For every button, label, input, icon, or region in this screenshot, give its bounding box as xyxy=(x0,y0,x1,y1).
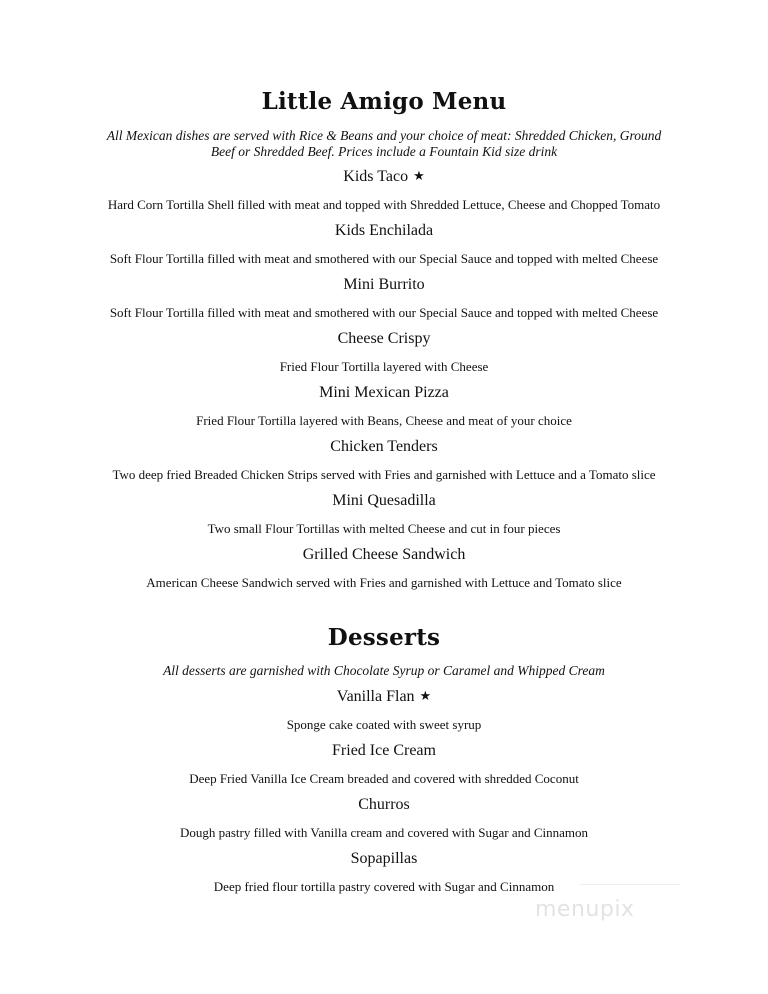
kids-menu-intro: All Mexican dishes are served with Rice & Beans and your choice of meat: Shredded Chicken, Ground Beef or Shredded Beef. Prices include a Fountain Kid size drink xyxy=(106,128,662,159)
menu-item-description: Deep fried flour tortilla pastry covered with Sugar and Cinnamon xyxy=(213,879,555,894)
menu-item-name: Grilled Cheese Sandwich xyxy=(302,546,466,563)
menu-item-name: Chicken Tenders xyxy=(330,438,438,455)
menu-item-name: Cheese Crispy xyxy=(337,330,431,347)
menu-item-name: Fried Ice Cream xyxy=(332,742,436,759)
menu-item-name: Mini Quesadilla xyxy=(332,492,436,509)
star-icon: ★ xyxy=(413,168,425,183)
kids-menu-title: Little Amigo Menu xyxy=(261,88,507,115)
desserts-intro: All desserts are garnished with Chocolate Syrup or Caramel and Whipped Cream xyxy=(163,663,605,678)
menu-item-description: Dough pastry filled with Vanilla cream and covered with Sugar and Cinnamon xyxy=(179,825,589,840)
menu-item-name-text: Kids Taco xyxy=(343,168,409,185)
menu-item-description: Sponge cake coated with sweet syrup xyxy=(286,717,482,732)
desserts-title: Desserts xyxy=(327,624,441,651)
menu-item-description: Soft Flour Tortilla filled with meat and smothered with our Special Sauce and topped with melted Cheese xyxy=(109,251,659,266)
menu-item-description: Deep Fried Vanilla Ice Cream breaded and covered with shredded Coconut xyxy=(189,771,579,786)
menu-item-name xyxy=(0,688,768,706)
menu-item-description: Hard Corn Tortilla Shell filled with meat and topped with Shredded Lettuce, Cheese and Chopped Tomato xyxy=(107,197,661,212)
menu-item-name: Mini Burrito xyxy=(343,276,425,293)
menu-item-description: American Cheese Sandwich served with Fries and garnished with Lettuce and Tomato slice xyxy=(146,575,622,590)
menu-item-name-text: Vanilla Flan xyxy=(336,688,415,705)
menu-item-name xyxy=(0,168,768,186)
menu-item-description: Two deep fried Breaded Chicken Strips served with Fries and garnished with Lettuce and a Tomato slice xyxy=(112,467,656,482)
menu-item-name: Sopapillas xyxy=(350,850,418,867)
star-icon: ★ xyxy=(419,688,432,703)
menupix-watermark: menupix xyxy=(535,897,635,922)
menu-item-description: Fried Flour Tortilla layered with Beans, Cheese and meat of your choice xyxy=(196,413,572,428)
menu-item-description: Two small Flour Tortillas with melted Cheese and cut in four pieces xyxy=(207,521,561,536)
menu-item-description: Fried Flour Tortilla layered with Cheese xyxy=(279,359,489,374)
menu-item-name: Churros xyxy=(358,796,410,813)
menu-item-name: Kids Enchilada xyxy=(334,222,434,239)
watermark-line xyxy=(580,884,680,885)
menu-item-name: Mini Mexican Pizza xyxy=(319,384,449,401)
menu-item-description: Soft Flour Tortilla filled with meat and smothered with our Special Sauce and topped with melted Cheese xyxy=(109,305,659,320)
